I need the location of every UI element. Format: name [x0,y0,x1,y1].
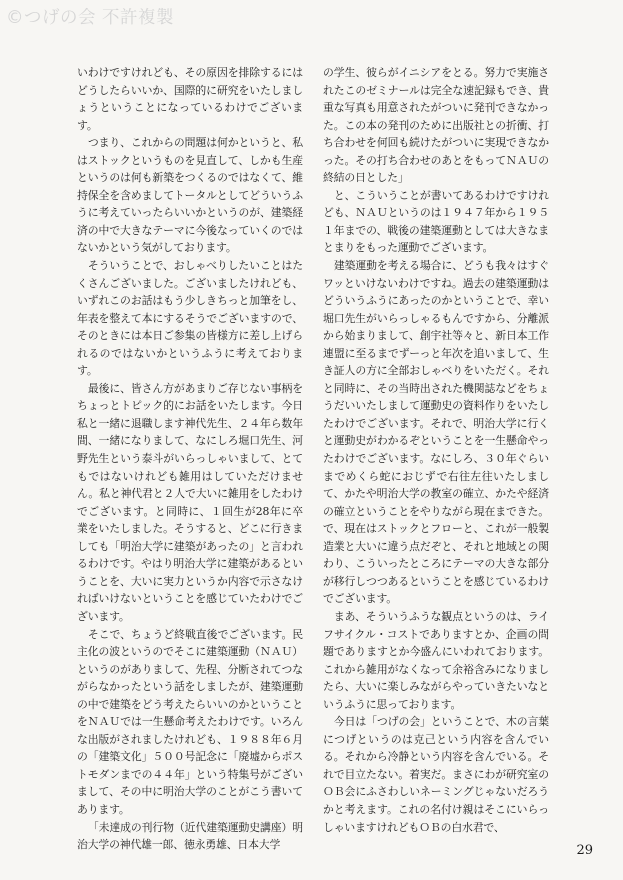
left-column [77,64,303,854]
paragraph: まあ、そういうふうな観点というのは、ライフサイクル・コストでありますとか、企画の問題でありますとか今盛んにいわれております。これから雑用がなくなって余裕含みになりましたら、大いに楽しみながらやっていきたいなというふうに思っております。 [323,609,549,711]
paragraph: そういうことで、おしゃべりしたいことはたくさんございました。ございましたけれども、いずれこのお話はもう少しきちっと加筆をし、年表を整えて本にするそうでございますので、そのときには本日ご参集の皆様方に差し上げられるのではないかというふうに考えております。 [77,259,303,378]
page-number: 29 [576,843,593,858]
quotation-continued: の学生、彼らがイニシアをとる。努力で実施されたこのゼミナールは完全な速記録もでき、貴重な写真も用意されたがついに発刊できなかった。この本の発刊のために出版社との折衝、打ち合わせを何回も続けたがついに実現できなかった。その打ち合わせのあとをもってＮＡＵの終結の日とした」 [323,66,549,185]
paragraph: そこで、ちょうど終戦直後でございます。民主化の波というのでそこに建築運動（ＮＡＵ）というのがありまして、先程、分断されてつながらなかったという話をしましたが、建築運動の中で建築をどう考えたらいいのかということをＮＡＵでは一生懸命考えたわけです。いろんな出版がされましたけれども、１９８８年６月の「建築文化」５００号記念に「廃墟からポストモダンまでの４４年」という特集号がございまして、その中に明治大学のことがこう書いてあります。 [77,627,303,816]
right-column [323,64,549,836]
paragraph: と、こういうことが書いてあるわけですけれども、ＮＡＵというのは１９４７年から１９５１年までの、戦後の建築運動としては大きなまとまりをもった運動でございます。 [323,188,549,255]
copyright-watermark: ©つげの会 不許複製 [6,8,175,28]
paragraph: 建築運動を考える場合に、どうも我々はすぐワッといけないわけですね。過去の建築運動はどういうふうにあったのかということで、幸い堀口先生がいらっしゃるもんですから、分離派から始まりまして、創宇社等々と、新日本工作連盟に至るまでずーっと年次を追いまして、生き証人の方に全部おしゃべりをいただく。それと同時に、その当時出された機関誌などをちょうだいいたしまして運動史の資料作りをいたしたわけでございます。それで、明治大学に行くと運動史がわかるぞということを一生懸命やったわけでございます。なにしろ、３０年ぐらいまでめくら蛇におじずで右往左往いたしまして、かたや明治大学の教室の確立、かたや経済の確立ということをやりながら現在まできた。で、現在はストックとフローと、これが一般製造業と大いに違う点だぞと、それと地域との関わり、こういったところにテーマの大きな部分が移行しつつあるということを感じているわけでございます。 [323,259,549,606]
paragraph: 最後に、皆さん方があまりご存じない事柄をちょっとトピック的にお話をいたします。今日私と一緒に退職します神代先生、２４年ら数年間、一緒になりまして、なにしろ堀口先生、河野先生という泰斗がいらっしゃいまして、とてもではないけれども雑用はしていただけません。私と神代君と２人で大いに雑用をしたわけでございます。と同時に、１回生が28年に卒業をいたしました。そうすると、どこに行きましても「明治大学に建築があったの」と言われるわけです。やはり明治大学に建築があるということを、大いに実力というか内容で示さなければいけないということを感じていたわけでございます。 [77,381,303,623]
paragraph: つまり、これからの問題は何かというと、私はストックというものを見直して、しかも生産というのは何も新築をつくるのではなくて、維持保全を含めましてトータルとしてどういうふうに考えていったらいいかというのが、建築経済の中で大きなテーマに今後なっていくのではないかという気がしております。 [77,136,303,255]
paragraph: 今日は「つげの会」ということで、木の言葉につげというのは克己という内容を含んでいる。それから冷静という内容を含んでいる。それで目立たない。着実だ。まさにわが研究室のＯＢ会にふさわしいネーミングじゃないだろうかと考えます。これの名付け親はそこにいらっしゃいますけれどもＯＢの白水君で、 [323,715,549,834]
paragraph: いわけですけれども、その原因を排除するにはどうしたらいいか、国際的に研究をいたしましょうということになっているわけでございます。 [77,66,303,132]
quotation: 「未達成の刊行物（近代建築運動史講座）明治大学の神代雄一郎、徳永勇雄、日本大学 [77,820,303,852]
